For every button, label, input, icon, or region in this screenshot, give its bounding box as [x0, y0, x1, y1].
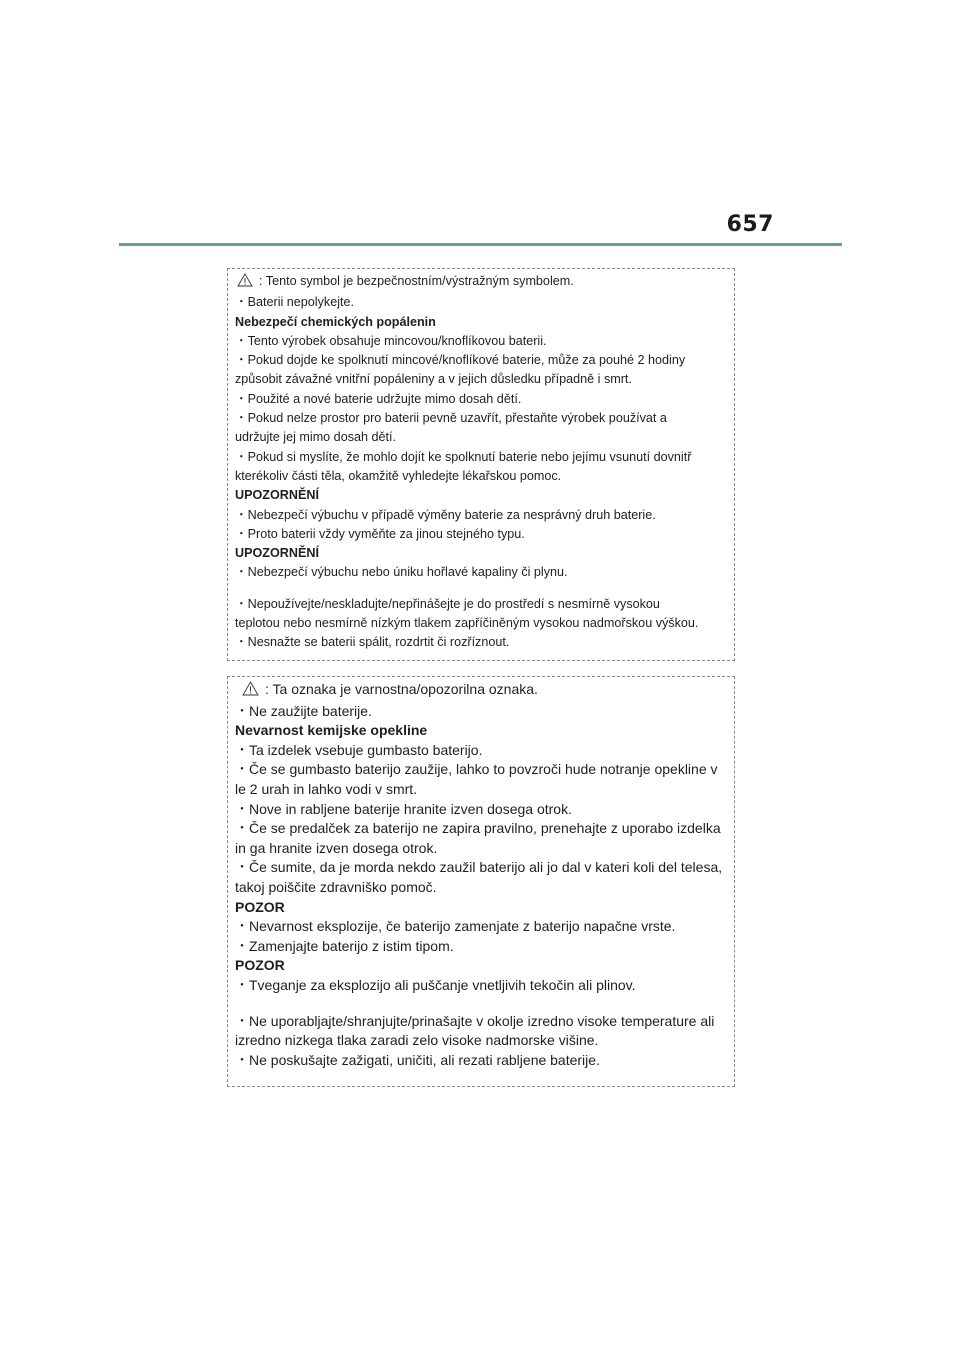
- warning-line: udržujte jej mimo dosah dětí.: [235, 430, 397, 445]
- warning-symbol-text: : Ta oznaka je varnostna/opozorilna oznaka.: [265, 681, 538, 697]
- section-heading: POZOR: [235, 898, 285, 915]
- warning-triangle-icon: [242, 681, 259, 702]
- section-heading: Nebezpečí chemických popálenin: [235, 314, 436, 329]
- section-heading: Nevarnost kemijske opekline: [235, 722, 428, 739]
- warning-line: ・Nebezpečí výbuchu nebo úniku hořlavé kapaliny či plynu.: [235, 565, 568, 580]
- warning-line: ・Zamenjajte baterijo z istim tipom.: [235, 937, 454, 954]
- header-rule: [119, 243, 842, 246]
- warning-line: ・Pokud nelze prostor pro baterii pevně uzavřít, přestaňte výrobek používat a: [235, 411, 667, 426]
- warning-line: kterékoliv části těla, okamžitě vyhledejte lékařskou pomoc.: [235, 468, 562, 483]
- warning-line: ・Nesnažte se baterii spálit, rozdrtit či rozříznout.: [235, 635, 510, 650]
- warning-line: ・Nepoužívejte/neskladujte/nepřinášejte je do prostředí s nesmírně vysokou: [235, 596, 660, 611]
- spacer: [235, 996, 734, 1012]
- warning-line: ・Ne uporabljajte/shranjujte/prinašajte v okolje izredno visoke temperature ali: [235, 1012, 715, 1029]
- warning-title-line: [235, 680, 734, 702]
- warning-line: le 2 urah in lahko vodi v smrt.: [235, 780, 418, 797]
- warning-line: ・Nebezpečí výbuchu v případě výměny baterie za nesprávný druh baterie.: [235, 507, 656, 522]
- warning-line: takoj poiščite zdravniško pomoč.: [235, 878, 437, 895]
- warning-line: ・Tveganje za eksplozijo ali puščanje vnetljivih tekočin ali plinov.: [235, 976, 636, 993]
- section-heading: UPOZORNĚNÍ: [235, 488, 319, 503]
- warning-line: ・Pokud dojde ke spolknutí mincové/knoflíkové baterie, může za pouhé 2 hodiny: [235, 353, 686, 368]
- warning-line: ・Proto baterii vždy vyměňte za jinou stejného typu.: [235, 526, 525, 541]
- warning-box-slovenian: [227, 676, 735, 1087]
- warning-box-czech: [227, 268, 735, 661]
- warning-line: teplotou nebo nesmírně nízkým tlakem zapříčiněným vysokou nadmořskou výškou.: [235, 616, 699, 631]
- spacer: [235, 583, 734, 595]
- warning-symbol-text: : Tento symbol je bezpečnostním/výstražným symbolem.: [259, 274, 574, 288]
- warning-line: izredno nizkega tlaka zaradi zelo visoke nadmorske višine.: [235, 1032, 599, 1049]
- warning-line: ・Tento výrobek obsahuje mincovou/knoflíkovou baterii.: [235, 333, 547, 348]
- warning-line: ・Ne poskušajte zažigati, uničiti, ali rezati rabljene baterije.: [235, 1051, 600, 1068]
- warning-line: ・Ne zaužijte baterije.: [235, 702, 372, 719]
- page-number: 657: [726, 212, 774, 237]
- warning-line: ・Nove in rabljene baterije hranite izven dosega otrok.: [235, 800, 572, 817]
- warning-line: ・Ta izdelek vsebuje gumbasto baterijo.: [235, 741, 483, 758]
- warning-triangle-icon: [237, 273, 253, 293]
- warning-line: ・Če se predalček za baterijo ne zapira pravilno, prenehajte z uporabo izdelka: [235, 820, 721, 837]
- warning-line: ・Pokud si myslíte, že mohlo dojít ke spolknutí baterie nebo jejímu vsunutí dovnitř: [235, 449, 692, 464]
- section-heading: POZOR: [235, 957, 285, 974]
- warning-line: ・Če sumite, da je morda nekdo zaužil baterijo ali jo dal v kateri koli del telesa,: [235, 859, 723, 876]
- section-heading: UPOZORNĚNÍ: [235, 546, 319, 561]
- warning-line: způsobit závažné vnitřní popáleniny a v jejich důsledku případně i smrt.: [235, 372, 632, 387]
- warning-line: ・Baterii nepolykejte.: [235, 295, 355, 310]
- warning-line: ・Použité a nové baterie udržujte mimo dosah dětí.: [235, 391, 522, 406]
- warning-line: in ga hranite izven dosega otrok.: [235, 839, 438, 856]
- warning-line: ・Nevarnost eksplozije, če baterijo zamenjate z baterijo napačne vrste.: [235, 918, 676, 935]
- warning-line: ・Če se gumbasto baterijo zaužije, lahko to povzroči hude notranje opekline v: [235, 761, 718, 778]
- warning-title-line: [235, 272, 734, 293]
